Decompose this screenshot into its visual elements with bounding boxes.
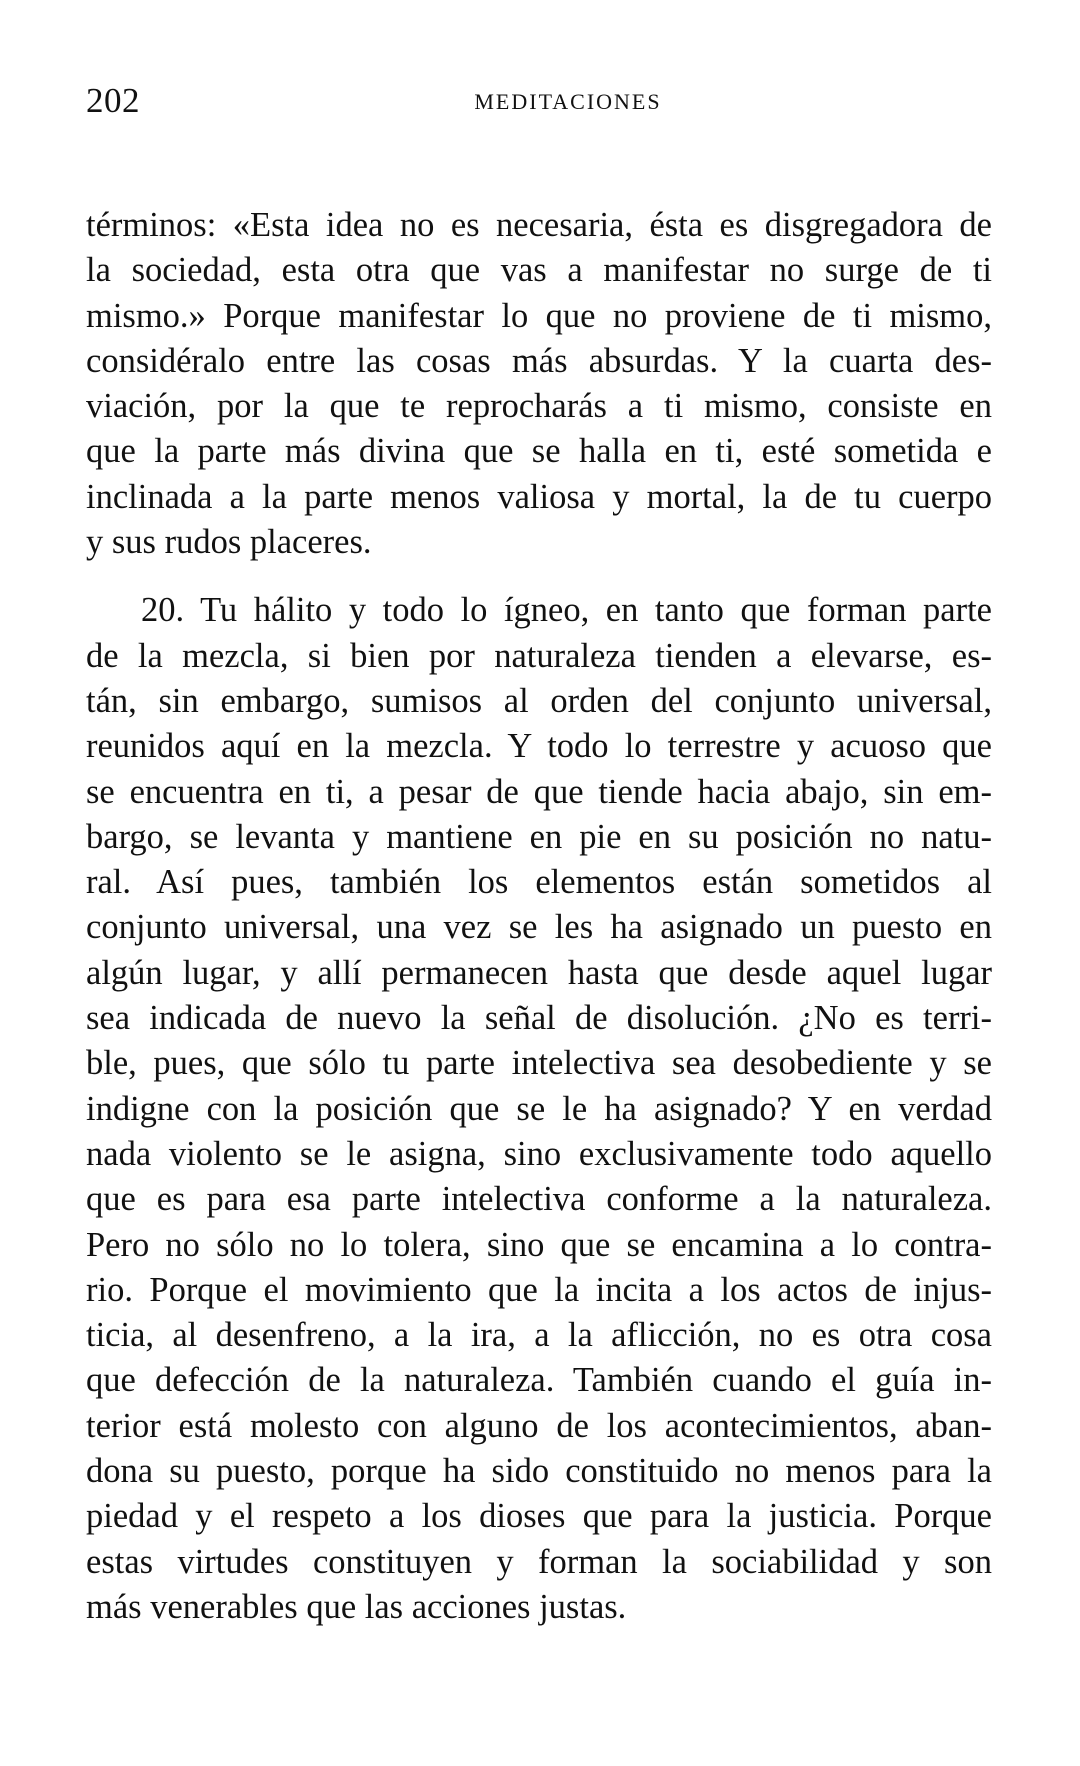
text-line: viación, por la que te reprocharás a ti mismo, consiste en — [86, 387, 992, 426]
text-line: Pero no sólo no lo tolera, sino que se encamina a lo contra- — [86, 1225, 992, 1264]
text-line: terior está molesto con alguno de los acontecimientos, aban- — [86, 1406, 992, 1445]
text-line: sea indicada de nuevo la señal de disolución. ¿No es terri- — [86, 999, 992, 1038]
text-line: inclinada a la parte menos valiosa y mortal, la de tu cuerpo — [86, 477, 992, 516]
text-line: que defección de la naturaleza. También cuando el guía in- — [86, 1361, 992, 1400]
page-number: 202 — [86, 81, 140, 120]
text-line: la sociedad, esta otra que vas a manifestar no surge de ti — [86, 251, 992, 290]
text-line: nada violento se le asigna, sino exclusivamente todo aquello — [86, 1134, 992, 1173]
text-line: mismo.» Porque manifestar lo que no proviene de ti mismo, — [86, 296, 992, 335]
text-line: ral. Así pues, también los elementos están sometidos al — [86, 863, 992, 902]
paragraph-section-20 — [86, 588, 992, 1630]
body-text — [86, 203, 992, 1630]
paragraph-continued — [86, 203, 992, 565]
text-line: se encuentra en ti, a pesar de que tiende hacia abajo, sin em- — [86, 772, 992, 811]
text-line: más venerables que las acciones justas. — [86, 1587, 627, 1626]
text-line: ble, pues, que sólo tu parte intelectiva sea desobediente y se — [86, 1044, 992, 1083]
text-line: que es para esa parte intelectiva conforme a la naturaleza. — [86, 1180, 992, 1219]
text-line: que la parte más divina que se halla en ti, esté sometida e — [86, 432, 992, 471]
text-line: dona su puesto, porque ha sido constituido no menos para la — [86, 1452, 992, 1491]
text-line: considéralo entre las cosas más absurdas. Y la cuarta des- — [86, 341, 992, 380]
running-title: MEDITACIONES — [474, 89, 662, 114]
running-head — [86, 78, 990, 128]
text-line: estas virtudes constituyen y forman la sociabilidad y son — [86, 1542, 992, 1581]
text-line: algún lugar, y allí permanecen hasta que desde aquel lugar — [86, 953, 992, 992]
text-line: ticia, al desenfreno, a la ira, a la aflicción, no es otra cosa — [86, 1316, 992, 1355]
text-line: términos: «Esta idea no es necesaria, ésta es disgregadora de — [86, 206, 992, 244]
text-line: piedad y el respeto a los dioses que para la justicia. Porque — [86, 1497, 992, 1536]
text-line: tán, sin embargo, sumisos al orden del conjunto universal, — [86, 681, 992, 720]
text-line: indigne con la posición que se le ha asignado? Y en verdad — [86, 1089, 992, 1128]
text-line: 20. Tu hálito y todo lo ígneo, en tanto que forman parte — [141, 591, 992, 630]
paragraph-spacer — [86, 565, 992, 588]
text-line: reunidos aquí en la mezcla. Y todo lo terrestre y acuoso que — [86, 727, 992, 766]
text-line: bargo, se levanta y mantiene en pie en su posición no natu- — [86, 817, 992, 856]
text-line: conjunto universal, una vez se les ha asignado un puesto en — [86, 908, 992, 947]
text-line: de la mezcla, si bien por naturaleza tienden a elevarse, es- — [86, 636, 992, 675]
text-line: y sus rudos placeres. — [86, 523, 372, 562]
text-line: rio. Porque el movimiento que la incita a los actos de injus- — [86, 1270, 992, 1309]
